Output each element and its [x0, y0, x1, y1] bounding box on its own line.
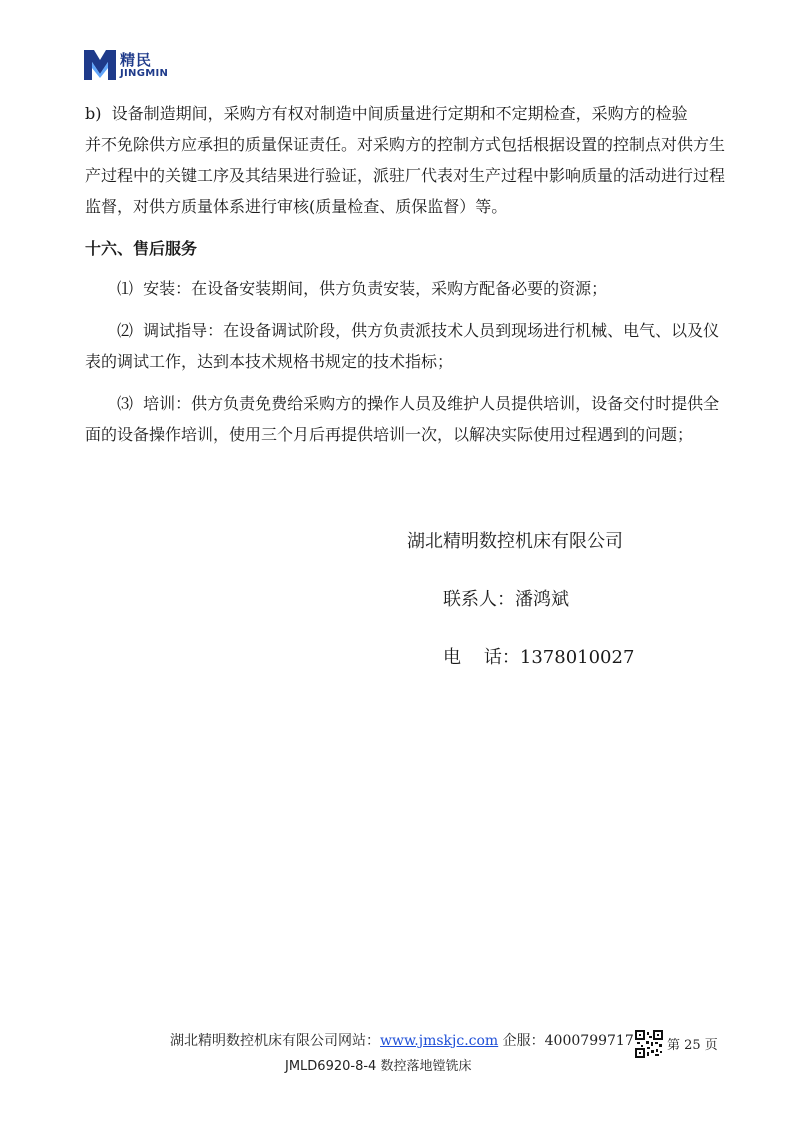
signature-company: 湖北精明数控机床有限公司 [407, 531, 623, 552]
qr-code-icon [635, 1030, 663, 1058]
footer-website-link[interactable]: www.jmskjc.com [380, 1033, 499, 1049]
footer-doc-title: 数控落地镗铣床 [376, 1059, 472, 1074]
logo-english-text: JINGMIN [120, 68, 169, 79]
logo-chinese-text: 精民 [120, 51, 153, 69]
page-number: 第 25 页 [667, 1038, 718, 1053]
footer-doc-code: JMLD6920-8-4 [285, 1059, 377, 1074]
item-commissioning-line-1: ⑵ 调试指导：在设备调试阶段，供方负责派技术人员到现场进行机械、电气、以及仪 [117, 321, 720, 340]
footer-line-1 [170, 1030, 634, 1050]
item-installation: ⑴ 安装：在设备安装期间，供方负责安装，采购方配备必要的资源； [117, 279, 608, 298]
footer-site-label: 湖北精明数控机床有限公司网站： [170, 1033, 380, 1049]
signature-phone: 电 话：1378010027 [443, 647, 635, 668]
item-training-line-2: 面的设备操作培训，使用三个月后再提供培训一次，以解决实际使用过程遇到的问题； [85, 425, 694, 444]
paragraph-b-line-4: 监督，对供方质量体系进行审核(质量检查、质保监督）等。 [85, 197, 508, 216]
footer-service-phone: 企服：4000799717 [498, 1033, 634, 1049]
company-logo [82, 48, 172, 84]
section-title: 十六、售后服务 [85, 239, 198, 258]
signature-contact: 联系人：潘鸿斌 [443, 589, 569, 610]
paragraph-b-line-3: 产过程中的关键工序及其结果进行验证，派驻厂代表对生产过程中影响质量的活动进行过程 [85, 166, 726, 185]
item-training-line-1: ⑶ 培训：供方负责免费给采购方的操作人员及维护人员提供培训，设备交付时提供全 [117, 394, 720, 413]
footer-line-2 [285, 1055, 471, 1074]
paragraph-b-line-1: b) 设备制造期间，采购方有权对制造中间质量进行定期和不定期检查，采购方的检验 [85, 104, 688, 123]
jingmin-logo-icon [82, 48, 118, 82]
paragraph-b-line-2: 并不免除供方应承担的质量保证责任。对采购方的控制方式包括根据设置的控制点对供方生 [85, 135, 726, 154]
item-commissioning-line-2: 表的调试工作，达到本技术规格书规定的技术指标； [85, 352, 454, 371]
